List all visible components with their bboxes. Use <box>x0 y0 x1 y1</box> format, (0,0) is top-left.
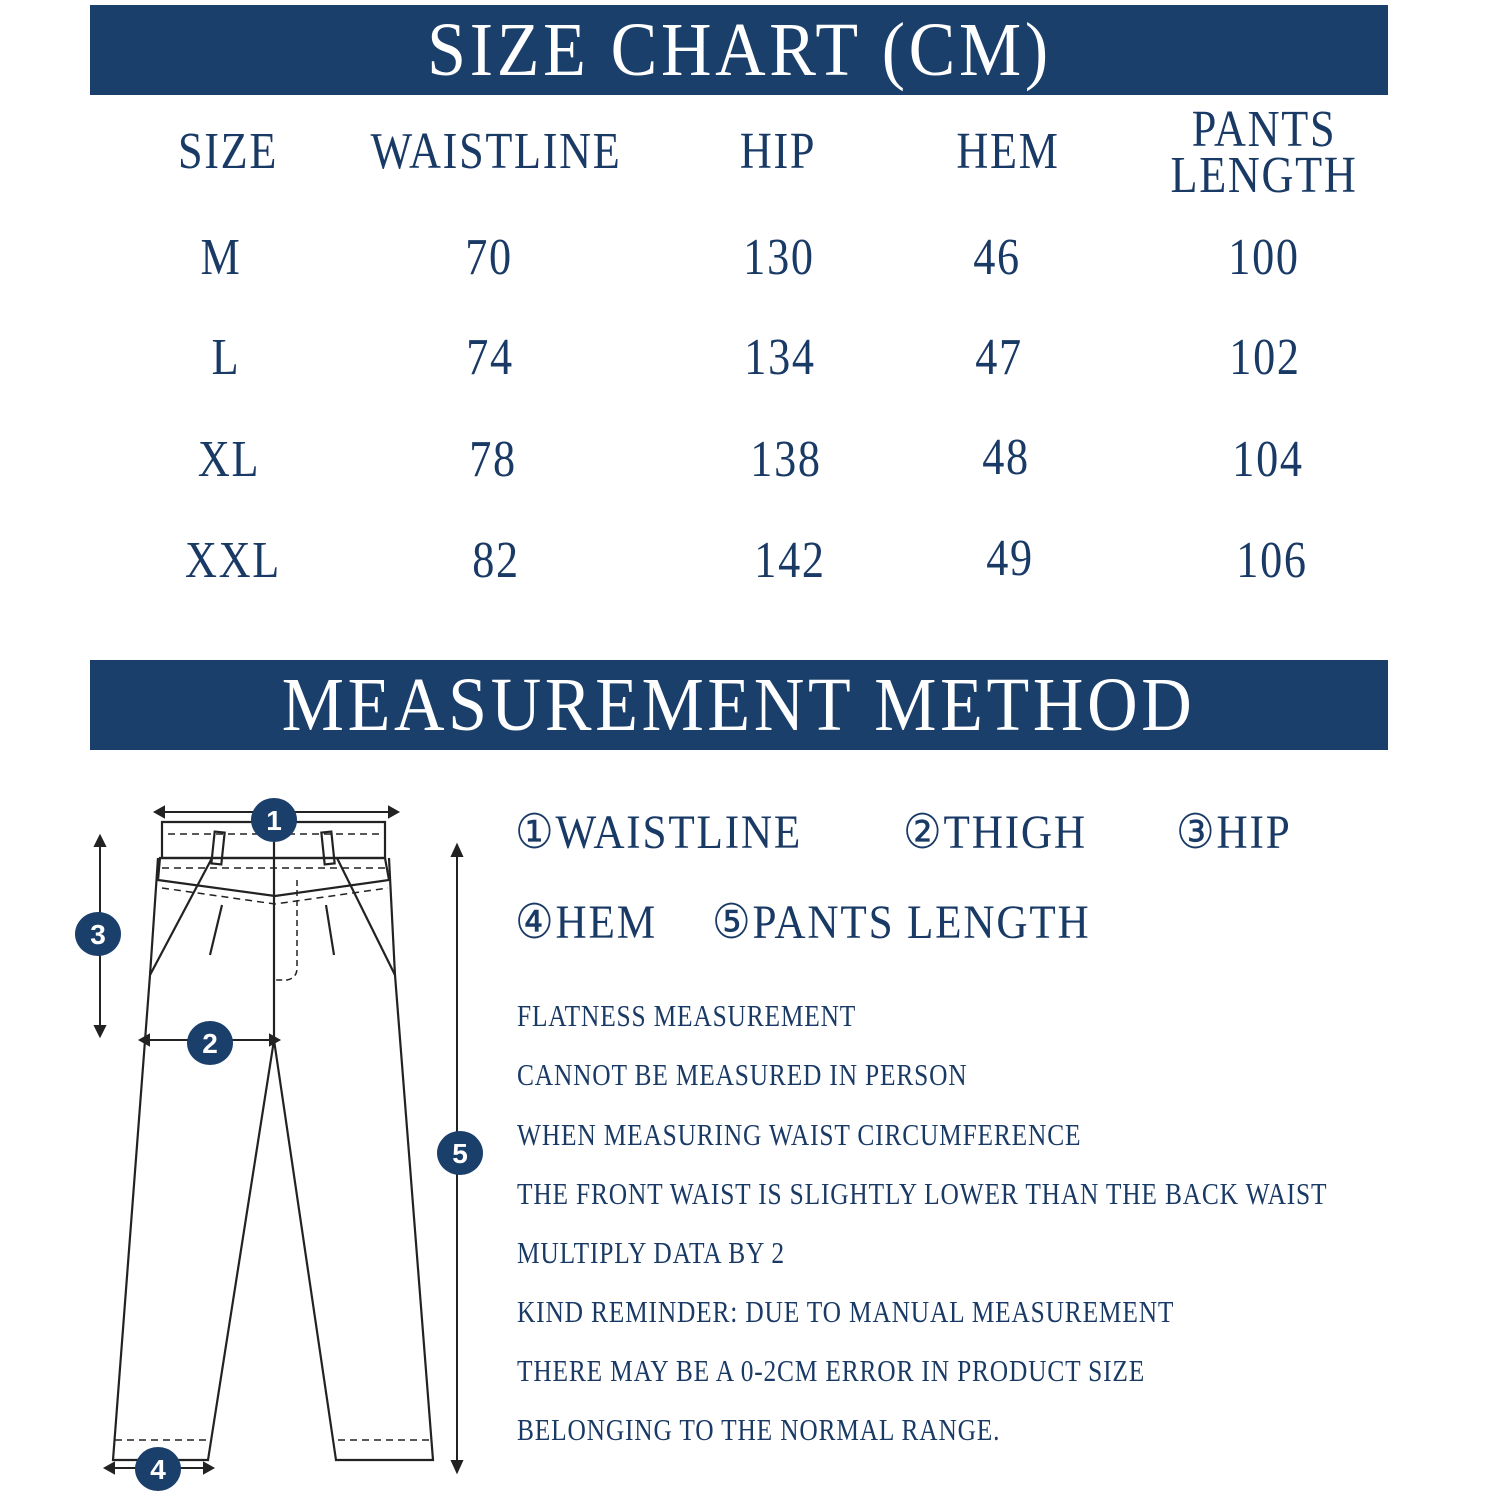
legend-pants-length: ⑤PANTS LENGTH <box>712 896 1091 949</box>
cell-size: M <box>200 229 242 286</box>
svg-text:2: 2 <box>202 1028 218 1059</box>
note-line: WHEN MEASURING WAIST CIRCUMFERENCE <box>517 1117 1082 1152</box>
col-header-hip: HIP <box>739 123 817 180</box>
note-line: CANNOT BE MEASURED IN PERSON <box>517 1057 968 1092</box>
cell-hip: 138 <box>750 431 822 488</box>
marker-2-icon <box>187 1021 233 1065</box>
cell-hip: 134 <box>744 329 816 386</box>
note-line: BELONGING TO THE NORMAL RANGE. <box>517 1412 1001 1447</box>
cell-waistline: 82 <box>472 532 520 589</box>
cell-hem: 49 <box>986 530 1034 587</box>
section-title: MEASUREMENT METHOD <box>282 662 1196 747</box>
svg-text:4: 4 <box>150 1454 166 1485</box>
cell-size: XL <box>197 431 261 488</box>
cell-hem: 46 <box>973 229 1021 286</box>
note-line: KIND REMINDER: DUE TO MANUAL MEASUREMENT <box>517 1294 1175 1329</box>
col-header-hem: HEM <box>956 123 1060 180</box>
cell-waistline: 70 <box>465 229 513 286</box>
note-line: FLATNESS MEASUREMENT <box>517 998 857 1033</box>
note-line: THERE MAY BE A 0-2CM ERROR IN PRODUCT SIZE <box>517 1353 1146 1388</box>
svg-text:5: 5 <box>452 1138 468 1169</box>
cell-pants-length: 100 <box>1228 229 1300 286</box>
marker-5-icon <box>437 1131 483 1175</box>
page-title: SIZE CHART (CM) <box>426 7 1052 92</box>
marker-1-icon <box>251 798 297 842</box>
cell-hip: 142 <box>754 532 826 589</box>
cell-waistline: 74 <box>466 329 514 386</box>
cell-size: L <box>211 329 241 386</box>
cell-waistline: 78 <box>469 431 517 488</box>
col-header-waistline: WAISTLINE <box>370 123 622 180</box>
note-line: MULTIPLY DATA BY 2 <box>517 1235 785 1270</box>
note-line: THE FRONT WAIST IS SLIGHTLY LOWER THAN THE BACK WAIST <box>517 1176 1328 1211</box>
cell-size: XXL <box>185 532 281 589</box>
cell-pants-length: 104 <box>1232 431 1304 488</box>
legend-hip: ③HIP <box>1176 806 1292 859</box>
col-header-pants-length-line2: LENGTH <box>1170 147 1358 204</box>
legend-hem: ④HEM <box>515 896 657 949</box>
cell-hem: 47 <box>975 329 1023 386</box>
marker-4-icon <box>135 1447 181 1491</box>
cell-hem: 48 <box>982 429 1030 486</box>
svg-text:1: 1 <box>266 805 282 836</box>
cell-pants-length: 102 <box>1229 329 1301 386</box>
pants-diagram <box>0 0 520 1500</box>
cell-hip: 130 <box>743 229 815 286</box>
col-header-pants-length-line1: PANTS <box>1191 101 1337 158</box>
marker-3-icon <box>75 912 121 956</box>
legend-thigh: ②THIGH <box>903 806 1087 859</box>
legend-waistline: ①WAISTLINE <box>515 806 803 859</box>
svg-text:3: 3 <box>90 919 106 950</box>
cell-pants-length: 106 <box>1236 532 1308 589</box>
col-header-size: SIZE <box>177 123 279 180</box>
